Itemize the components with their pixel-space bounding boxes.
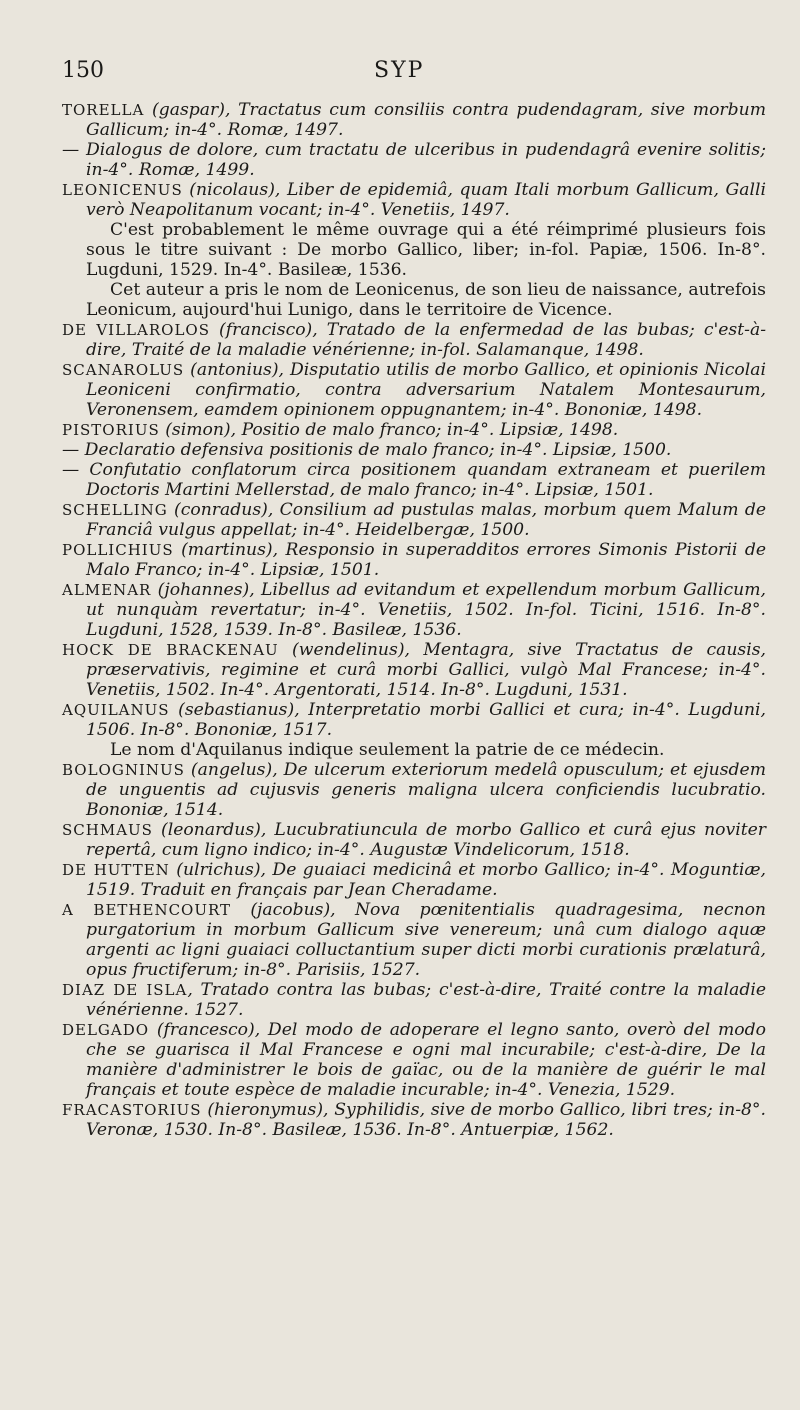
bibliography-entry [62, 700, 766, 740]
bibliography-entry [62, 500, 766, 540]
entry-body [62, 580, 766, 640]
entry-text: (gaspar), Tractatus cum consiliis contra pudendagram, sive morbum Gallicum; in-4°. Romæ, 1497. [86, 100, 766, 140]
entry-body [62, 760, 766, 820]
entry-author: POLLICHIUS [62, 541, 174, 559]
entry-text: Le nom d'Aquilanus indique seulement la patrie de ce médecin. [110, 740, 665, 760]
bibliography-entry [62, 1100, 766, 1140]
entry-text: (francisco), Tratado de la enfermedad de las bubas; c'est-à-dire, Traité de la maladie vénérienne; in-fol. Salamanque, 1498. [86, 320, 766, 360]
entry-author: DIAZ DE ISLA [62, 981, 188, 999]
bibliography-entry [62, 860, 766, 900]
bibliography-entry [62, 460, 766, 500]
bibliography-entry [62, 420, 766, 440]
entry-author: PISTORIUS [62, 421, 160, 439]
entry-text: C'est probablement le même ouvrage qui a été réimprimé plusieurs fois sous le titre suivant : De morbo Gallico, liber; in-fol. Papiæ, 1506. In-8°. Lugduni, 1529. In-4°. Basileæ, 1536. [86, 220, 766, 280]
entry-text: (nicolaus), Liber de epidemiâ, quam Itali morbum Gallicum, Galli verò Neapolitanum vocant; in-4°. Venetiis, 1497. [86, 180, 766, 220]
entry-author: HOCK DE BRACKENAU [62, 641, 279, 659]
entry-author: TORELLA [62, 101, 145, 119]
entry-text: , Tratado contra las bubas; c'est-à-dire, Traité contre la maladie vénérienne. 1527. [86, 980, 767, 1020]
bibliography-entry [62, 900, 766, 980]
entry-text: (hieronymus), Syphilidis, sive de morbo Gallico, libri tres; in-8°. Veronæ, 1530. In-8°. Basileæ, 1536. In-8°. Antuerpiæ, 1562. [86, 1100, 766, 1140]
bibliography-entry [62, 580, 766, 640]
bibliography-entry [62, 540, 766, 580]
entry-text: (conradus), Consilium ad pustulas malas, morbum quem Malum de Franciâ vulgus appellat; in-4°. Heidelbergæ, 1500. [86, 500, 766, 540]
entry-body [62, 980, 766, 1020]
entry-author: SCHELLING [62, 501, 168, 519]
entry-text: (wendelinus), Mentagra, sive Tractatus de causis, præservativis, regimine et curâ morbi Gallici, vulgò Mal Francese; in-4°. Venetiis, 1502. In-4°. Argentorati, 1514. In-8°. Lugduni, 1531. [86, 640, 766, 700]
entry-body [62, 360, 766, 420]
entry-author: DELGADO [62, 1021, 150, 1039]
entry-author: BOLOGNINUS [62, 761, 185, 779]
entry-text: (sebastianus), Interpretatio morbi Gallici et cura; in-4°. Lugduni, 1506. In-8°. Bononiæ, 1517. [86, 700, 766, 740]
entry-body [86, 220, 766, 280]
entry-body [62, 1100, 766, 1140]
entry-body [62, 540, 766, 580]
entry-text: (francesco), Del modo de adoperare el legno santo, overò del modo che se guarisca il Mal Francese e ogni mal incurabile; c'est-à-dire, De la manière d'administrer le bois de gaïac, ou de la manière de guérir le mal français et toute espèce de maladie incurable; in-4°. Venezia, 1529. [86, 1020, 766, 1100]
entry-text: — Declaratio defensiva positionis de malo franco; in-4°. Lipsiæ, 1500. [62, 440, 672, 460]
entry-author: SCHMAUS [62, 821, 153, 839]
entry-text: (martinus), Responsio in superadditos errores Simonis Pistorii de Malo Franco; in-4°. Lipsiæ, 1501. [86, 540, 766, 580]
page-header [62, 58, 766, 94]
entry-body [62, 420, 766, 440]
entry-text: — Dialogus de dolore, cum tractatu de ulceribus in pudendagrâ evenire solitis; in-4°. Romæ, 1499. [62, 140, 766, 180]
entry-author: DE HUTTEN [62, 861, 170, 879]
entry-body [62, 180, 766, 220]
bibliography-entry [62, 320, 766, 360]
entry-body [62, 140, 766, 180]
bibliography-entry [62, 820, 766, 860]
entry-author: DE VILLAROLOS [62, 321, 210, 339]
entry-text: (leonardus), Lucubratiuncula de morbo Gallico et curâ ejus noviter repertâ, cum ligno indico; in-4°. Augustæ Vindelicorum, 1518. [86, 820, 766, 860]
entry-author: SCANAROLUS [62, 361, 185, 379]
bibliography-entry [62, 440, 766, 460]
entry-body [62, 640, 766, 700]
entry-author: ALMENAR [62, 581, 152, 599]
bibliography-entry [62, 100, 766, 140]
entry-author: LEONICENUS [62, 181, 183, 199]
entry-body [62, 900, 766, 980]
entry-body [62, 1020, 766, 1100]
entry-author: A BETHENCOURT [62, 901, 232, 919]
bibliography-entry [62, 180, 766, 220]
bibliography-entry [62, 140, 766, 180]
entry-body [62, 100, 766, 140]
bibliography-entry [62, 760, 766, 820]
entry-text: (simon), Positio de malo franco; in-4°. Lipsiæ, 1498. [159, 420, 619, 440]
entry-text: — Confutatio conflatorum circa positionem quandam extraneam et puerilem Doctoris Martini Mellerstad, de malo franco; in-4°. Lipsiæ, 1501. [62, 460, 766, 500]
entry-note [62, 740, 766, 760]
entry-text: (angelus), De ulcerum exteriorum medelâ opusculum; et ejusdem de unguentis ad cujusvis generis maligna ulcera conficiendis lucubratio. Bononiæ, 1514. [86, 760, 766, 820]
entry-text: (jacobus), Nova pœnitentialis quadragesima, necnon purgatorium in morbum Gallicum sive venereum; unâ cum dialogo aquæ argenti ac ligni guaiaci colluctantium super dicti morbi curationis prælaturâ, opus fructiferum; in-8°. Parisiis, 1527. [86, 900, 767, 980]
entry-author: AQUILANUS [62, 701, 170, 719]
bibliography-entry [62, 1020, 766, 1100]
entry-body [62, 500, 766, 540]
entry-note [62, 220, 766, 280]
running-head: SYP [374, 58, 425, 83]
entry-body [62, 820, 766, 860]
entry-text: (ulrichus), De guaiaci medicinâ et morbo Gallico; in-4°. Moguntiæ, 1519. Traduit en français par Jean Cheradame. [86, 860, 766, 900]
entry-body [62, 440, 766, 460]
entry-text: (johannes), Libellus ad evitandum et expellendum morbum Gallicum, ut nunquàm revertatur; in-4°. Venetiis, 1502. In-fol. Ticini, 1516. In-8°. Lugduni, 1528, 1539. In-8°. Basileæ, 1536. [86, 580, 766, 640]
entry-note [62, 280, 766, 320]
entry-body [62, 700, 766, 740]
entry-body [86, 280, 766, 320]
entry-author: FRACASTORIUS [62, 1101, 202, 1119]
entry-body [62, 460, 766, 500]
bibliography-entry [62, 360, 766, 420]
entry-text: Cet auteur a pris le nom de Leonicenus, de son lieu de naissance, autrefois Leonicum, aujourd'hui Lunigo, dans le territoire de Vicence. [86, 280, 766, 320]
entry-body [62, 860, 766, 900]
entry-body [62, 320, 766, 360]
bibliography-entries [62, 100, 766, 1140]
page-number: 150 [62, 58, 104, 83]
entry-text: (antonius), Disputatio utilis de morbo Gallico, et opinionis Nicolai Leoniceni confirmatio, contra adversarium Natalem Montesaurum, Veronensem, eamdem opinionem oppugnantem; in-4°. Bononiæ, 1498. [86, 360, 766, 420]
bibliography-entry [62, 980, 766, 1020]
entry-body [110, 740, 664, 760]
bibliography-entry [62, 640, 766, 700]
